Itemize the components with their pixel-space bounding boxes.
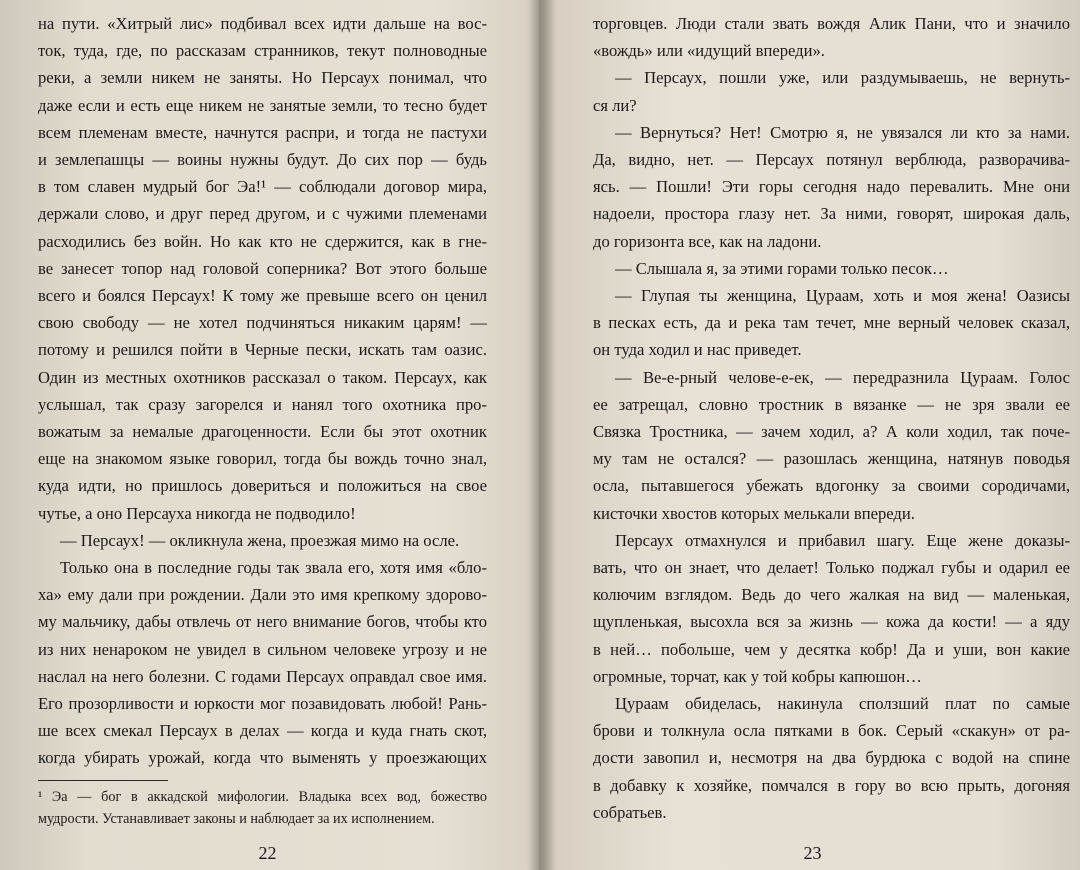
text-line: услышал, так сразу загорелся и нанял того охотника про-	[38, 394, 487, 414]
text-line: Да, видно, нет. — Персаух потянул верблюда, разворачива-	[593, 150, 1070, 170]
text-line: когда убирать урожай, когда что выменять у проезжающих	[38, 748, 487, 768]
text-line: он туда ходил и нас приведет.	[593, 340, 802, 360]
footnote-line: ¹ Эа — бог в аккадской мифологии. Владыка всех вод, божество	[38, 789, 487, 805]
text-line: потому и решился пойти в Черные пески, искать там оазис.	[38, 340, 487, 360]
right-page-text	[593, 10, 1070, 826]
text-line: му мальчику, дабы отвлечь от него внимание богов, чтобы кто	[38, 612, 487, 632]
text-line: ток, туда, где, по рассказам странников, текут полноводные	[38, 41, 487, 61]
footnote	[38, 786, 487, 830]
text-line: чутье, а оно Персауха никогда не подводило!	[38, 503, 356, 523]
page-number: 23	[803, 843, 822, 863]
text-line: огромные, торчат, как у той кобры капюшон…	[593, 666, 922, 686]
text-line: реки, а земли никем не заняты. Но Персаух понимал, что	[38, 68, 487, 88]
text-line: му там не остался? — разошлась женщина, натянув поводья	[593, 449, 1070, 469]
text-line: осла, пытавшегося убежать вдогонку за своими сородичами,	[593, 476, 1070, 496]
text-line: свою свободу — не хотел подчиняться никаким царям! —	[38, 313, 487, 333]
left-page-text	[38, 10, 487, 772]
text-line: кисточки хвостов которых мелькали впереди.	[593, 503, 915, 523]
text-line: щупленькая, высохла вся за жизнь — кожа да кости! — а яду	[593, 612, 1070, 632]
text-line: наслал на него болезни. С годами Персаух оправдал свое имя.	[38, 666, 487, 686]
text-line: торговцев. Люди стали звать вождя Алик Пани, что и значило	[593, 14, 1070, 33]
text-line: держали слово, и друг перед другом, и с чужими племенами	[38, 204, 487, 224]
text-line: до горизонта все, как на ладони.	[593, 231, 822, 251]
footnote-divider	[38, 780, 168, 781]
text-line: в ней… побольше, чем у десятка кобр! Да и уши, вон какие	[593, 639, 1070, 659]
text-line: всем племенам вместе, начнутся распри, и тогда не пастухи	[38, 122, 487, 142]
text-line: собратьев.	[593, 802, 667, 822]
text-line: Его прозорливости и юркости мог позавидовать любой! Рань-	[38, 694, 487, 714]
text-line: брови и толкнула осла пятками в бок. Серый «скакун» от ра-	[593, 721, 1070, 741]
text-line: даже если и есть еще никем не занятые земли, то тесно будет	[38, 95, 487, 115]
text-line: еще на знакомом языке говорил, тогда бы вождь точно знал,	[38, 449, 487, 469]
left-page	[0, 0, 535, 870]
text-line: ше всех смекал Персаух в делах — когда и куда гнать скот,	[38, 721, 487, 741]
text-line: колючим взглядом. Ведь до чего жалкая на вид — маленькая,	[593, 585, 1070, 605]
text-line: ха» ему дали при рождении. Дали это имя крепкому здорово-	[38, 585, 487, 605]
page-number: 22	[258, 843, 277, 863]
text-line: в том славен мудрый бог Эа!¹ — соблюдали договор мира,	[38, 177, 487, 197]
text-line: Только она в последние годы так звала его, хотя имя «бло-	[60, 558, 487, 578]
text-line: расходились без войн. Но как кто не сдержится, как в гне-	[38, 231, 487, 251]
text-line: — Персаух, пошли уже, или раздумываешь, не вернуть-	[615, 68, 1070, 88]
text-line: надоели, простора глазу нет. За ними, говорят, широкая даль,	[593, 204, 1070, 224]
text-line: куда идти, но пришлось довериться и положиться на свое	[38, 476, 487, 496]
footnote-line: мудрости. Устанавливает законы и наблюдает за их исполнением.	[38, 811, 435, 827]
text-line: Связка Тростника, — зачем ходил, а? А коли ходил, так поче-	[593, 422, 1070, 442]
text-line: — Вернуться? Нет! Смотрю я, не увязался ли кто за нами.	[615, 122, 1070, 142]
text-line: — Персаух! — окликнула жена, проезжая мимо на осле.	[60, 530, 460, 550]
text-line: Цураам обиделась, накинула сползший плат по самые	[615, 694, 1070, 714]
text-line: «вождь» или «идущий впереди».	[593, 41, 825, 61]
text-line: — Слышала я, за этими горами только песок…	[615, 258, 949, 278]
text-line: Один из местных охотников рассказал о таком. Персаух, как	[38, 367, 487, 387]
text-line: всего и боялся Персаух! К тому же превыше всего он ценил	[38, 286, 487, 306]
text-line: ся ли?	[593, 95, 637, 115]
text-line: ее затрещал, словно тростник в вязанке — не зря звали ее	[593, 394, 1070, 414]
text-line: вать, что он знает, что делает! Только поджал губы и одарил ее	[593, 558, 1070, 578]
text-line: вожатым за немалые драгоценности. Если бы этот охотник	[38, 422, 487, 442]
text-line: и землепашцы — воины нужны будут. До сих пор — будь	[38, 150, 487, 170]
text-line: — Ве-е-рный челове-е-ек, — передразнила Цураам. Голос	[615, 367, 1070, 387]
text-line: — Глупая ты женщина, Цураам, хоть и моя жена! Оазисы	[615, 286, 1070, 306]
text-line: из них ненароком не увидел в сильном человеке угрозу и не	[38, 639, 487, 659]
text-line: ве занесет топор над головой соперника? Вот этого больше	[38, 258, 487, 278]
text-line: на пути. «Хитрый лис» подбивал всех идти дальше на вос-	[38, 14, 487, 33]
text-line: ясь. — Пошли! Эти горы сегодня надо перевалить. Мне они	[593, 177, 1070, 197]
right-page	[545, 0, 1080, 870]
text-line: в добавку к хозяйке, помчался в гору во всю прыть, догоняя	[593, 775, 1070, 795]
text-line: в песках есть, да и река там течет, мне верный человек сказал,	[593, 313, 1070, 333]
text-line: Персаух отмахнулся и прибавил шагу. Еще жене доказы-	[615, 530, 1070, 550]
text-line: дости завопил и, несмотря на два бурдюка с водой на спине	[593, 748, 1070, 768]
